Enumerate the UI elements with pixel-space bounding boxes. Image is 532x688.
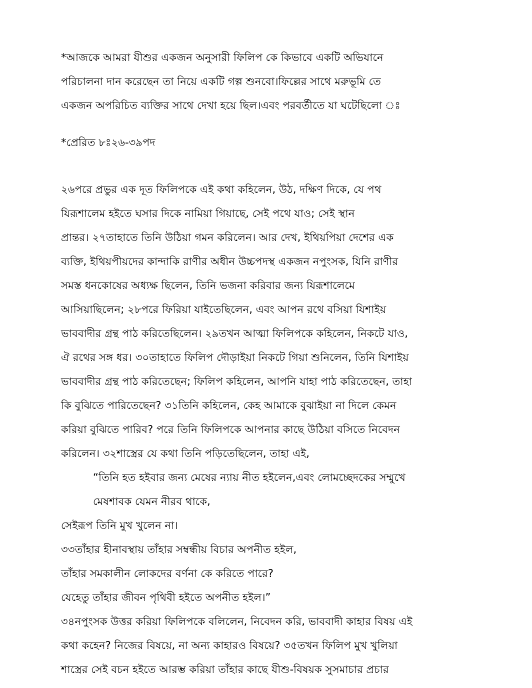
closing-line: কথা কহেন? নিজের বিষয়ে, না অন্য কাহারও বিষয়ে? ৩৫তখন ফিলিপ মুখ খুলিয়া	[61, 640, 398, 652]
body-line: ঐ রথের সঙ্গ ধর। ৩০তাহাতে ফিলিপ দৌড়াইয়া নিকটে গিয়া শুনিলেন, তিনি যিশাইয়	[61, 352, 409, 364]
body-line: সমস্ত ধনকোষের অধ্যক্ষ ছিলেন, তিনি ভজনা করিবার জন্য যিরূশালেমে	[61, 280, 355, 292]
body-line: ২৬পরে প্রভুর এক দূত ফিলিপকে এই কথা কহিলেন, উঠ, দক্ষিণ দিকে, যে পথ	[61, 184, 382, 196]
scripture-reference: *প্রেরিত ৮ঃ২৬-৩৯পদ	[61, 137, 156, 149]
body-line: করিলেন। ৩২শাস্ত্রের যে কথা তিনি পড়িতেছিলেন, তাহা এই,	[61, 448, 310, 460]
quote-line: ৩৩তাঁহার হীনাবস্থায় তাঁহার সম্বন্ধীয় বিচার অপনীত হইল,	[61, 544, 297, 556]
body-line: ভাববাদীর গ্রন্থ পাঠ করিতেছিলেন। ২৯তখন আত্মা ফিলিপকে কহিলেন, নিকটে যাও,	[61, 328, 409, 340]
quote-line: মেষশাবক যেমন নীরব থাকে,	[93, 496, 211, 508]
quote-line: সেইরূপ তিনি মুখ খুলেন না।	[61, 520, 178, 532]
closing-line: ৩৪নপুংসক উত্তর করিয়া ফিলিপকে বলিলেন, নিবেদন করি, ভাববাদী কাহার বিষয় এই	[61, 616, 413, 628]
body-line: ভাববাদীর গ্রন্থ পাঠ করিতেছেন; ফিলিপ কহিলেন, আপনি যাহা পাঠ করিতেছেন, তাহা	[61, 376, 412, 388]
quote-line: যেহেতু তাঁহার জীবন পৃথিবী হইতে অপনীত হইল।”	[61, 592, 271, 604]
body-line: যিরূশালেম হইতে ঘসার দিকে নামিয়া গিয়াছে, সেই পথে যাও; সেই স্থান	[61, 208, 355, 220]
intro-line: একজন অপরিচিত ব্যক্তির সাথে দেখা হয়ে ছিল।এবং পরবর্তীতে যা ঘটেছিলো ঃ	[61, 100, 401, 112]
closing-line: শাস্ত্রের সেই বচন হইতে আরম্ভ করিয়া তাঁহার কাছে যীশু-বিষয়ক সুসমাচার প্রচার	[61, 664, 389, 676]
quote-line: “তিনি হত হইবার জন্য মেষের ন্যায় নীত হইলেন,এবং লোমচ্ছেদকের সম্মুখে	[93, 472, 406, 484]
body-line: আসিয়াছিলেন; ২৮পরে ফিরিয়া যাইতেছিলেন, এবং আপন রথে বসিয়া যিশাইয়	[61, 304, 387, 316]
intro-line: পরিচালনা দান করেছেন তা নিয়ে একটি গল্প শুনবো।ফিল্লের সাথে মরুভূমি তে	[61, 76, 382, 88]
quote-line: তাঁহার সমকালীন লোকদের বর্ণনা কে করিতে পারে?	[61, 568, 274, 580]
body-line: কি বুঝিতে পারিতেছেন? ৩১তিনি কহিলেন, কেহ আমাকে বুঝাইয়া না দিলে কেমন	[61, 400, 397, 412]
body-line: ব্যক্তি, ইথিয়পীয়দের কান্দাকি রাণীর অধীন উচ্চপদস্থ একজন নপুংসক, যিনি রাণীর	[61, 256, 399, 268]
body-line: প্রান্তর। ২৭তাহাতে তিনি উঠিয়া গমন করিলেন। আর দেখ, ইথিয়পিয়া দেশের এক	[61, 232, 394, 244]
intro-line: *আজকে আমরা যীশুর একজন অনুসারী ফিলিপ কে কিভাবে একটি অভিযানে	[61, 52, 384, 64]
body-line: করিয়া বুঝিতে পারিব? পরে তিনি ফিলিপকে আপনার কাছে উঠিয়া বসিতে নিবেদন	[61, 424, 400, 436]
